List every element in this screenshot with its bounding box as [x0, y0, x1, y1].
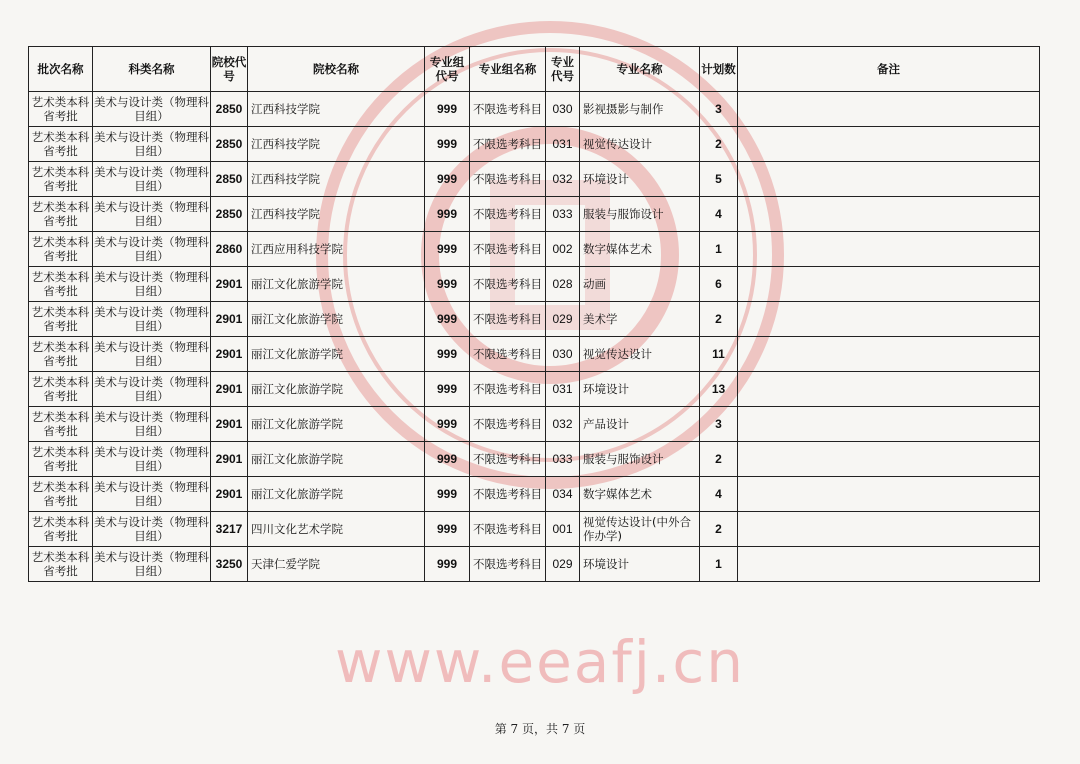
plan-cell: 3	[700, 407, 738, 442]
school-code-cell: 2901	[211, 407, 248, 442]
plan-cell: 4	[700, 477, 738, 512]
header-batch: 批次名称	[29, 47, 93, 92]
table-row	[29, 512, 1040, 547]
table-row	[29, 547, 1040, 582]
group-code-cell: 999	[425, 407, 470, 442]
note-cell	[738, 547, 1040, 582]
group-name-cell: 不限选考科目	[470, 267, 546, 302]
group-name-cell: 不限选考科目	[470, 92, 546, 127]
major-code-cell: 032	[546, 162, 580, 197]
group-name-cell: 不限选考科目	[470, 232, 546, 267]
table-row	[29, 267, 1040, 302]
major-code-cell: 031	[546, 127, 580, 162]
note-cell	[738, 442, 1040, 477]
major-code-cell: 029	[546, 302, 580, 337]
category-cell: 美术与设计类（物理科目组）	[93, 547, 211, 582]
major-name-cell: 美术学	[580, 302, 700, 337]
category-cell: 美术与设计类（物理科目组）	[93, 512, 211, 547]
batch-cell: 艺术类本科省考批	[29, 442, 93, 477]
school-code-cell: 2901	[211, 267, 248, 302]
group-name-cell: 不限选考科目	[470, 197, 546, 232]
plan-cell: 1	[700, 232, 738, 267]
table-row	[29, 337, 1040, 372]
school-name-cell: 丽江文化旅游学院	[248, 407, 425, 442]
major-name-cell: 动画	[580, 267, 700, 302]
header-group-code: 专业组代号	[425, 47, 470, 92]
header-category: 科类名称	[93, 47, 211, 92]
header-note: 备注	[738, 47, 1040, 92]
group-name-cell: 不限选考科目	[470, 512, 546, 547]
major-name-cell: 视觉传达设计	[580, 127, 700, 162]
group-code-cell: 999	[425, 442, 470, 477]
table-row	[29, 302, 1040, 337]
school-code-cell: 3250	[211, 547, 248, 582]
major-code-cell: 034	[546, 477, 580, 512]
plan-cell: 13	[700, 372, 738, 407]
batch-cell: 艺术类本科省考批	[29, 232, 93, 267]
group-name-cell: 不限选考科目	[470, 477, 546, 512]
school-name-cell: 江西科技学院	[248, 162, 425, 197]
batch-cell: 艺术类本科省考批	[29, 512, 93, 547]
school-code-cell: 2901	[211, 337, 248, 372]
category-cell: 美术与设计类（物理科目组）	[93, 372, 211, 407]
note-cell	[738, 162, 1040, 197]
category-cell: 美术与设计类（物理科目组）	[93, 127, 211, 162]
school-code-cell: 2901	[211, 477, 248, 512]
note-cell	[738, 407, 1040, 442]
batch-cell: 艺术类本科省考批	[29, 197, 93, 232]
major-code-cell: 030	[546, 337, 580, 372]
table-row	[29, 162, 1040, 197]
plan-cell: 5	[700, 162, 738, 197]
batch-cell: 艺术类本科省考批	[29, 372, 93, 407]
batch-cell: 艺术类本科省考批	[29, 337, 93, 372]
note-cell	[738, 92, 1040, 127]
major-name-cell: 视觉传达设计	[580, 337, 700, 372]
major-code-cell: 028	[546, 267, 580, 302]
major-code-cell: 033	[546, 442, 580, 477]
plan-cell: 11	[700, 337, 738, 372]
batch-cell: 艺术类本科省考批	[29, 92, 93, 127]
major-code-cell: 032	[546, 407, 580, 442]
school-name-cell: 丽江文化旅游学院	[248, 442, 425, 477]
plan-cell: 3	[700, 92, 738, 127]
table-row	[29, 127, 1040, 162]
group-name-cell: 不限选考科目	[470, 302, 546, 337]
major-name-cell: 视觉传达设计(中外合作办学)	[580, 512, 700, 547]
group-code-cell: 999	[425, 162, 470, 197]
note-cell	[738, 337, 1040, 372]
note-cell	[738, 512, 1040, 547]
batch-cell: 艺术类本科省考批	[29, 477, 93, 512]
group-code-cell: 999	[425, 372, 470, 407]
table-row	[29, 197, 1040, 232]
school-code-cell: 2850	[211, 127, 248, 162]
major-code-cell: 033	[546, 197, 580, 232]
category-cell: 美术与设计类（物理科目组）	[93, 267, 211, 302]
plan-cell: 4	[700, 197, 738, 232]
table-row	[29, 442, 1040, 477]
school-name-cell: 丽江文化旅游学院	[248, 337, 425, 372]
school-name-cell: 江西科技学院	[248, 92, 425, 127]
major-name-cell: 产品设计	[580, 407, 700, 442]
major-name-cell: 影视摄影与制作	[580, 92, 700, 127]
note-cell	[738, 127, 1040, 162]
major-code-cell: 001	[546, 512, 580, 547]
plan-cell: 1	[700, 547, 738, 582]
table-row	[29, 477, 1040, 512]
major-name-cell: 数字媒体艺术	[580, 232, 700, 267]
group-name-cell: 不限选考科目	[470, 547, 546, 582]
group-name-cell: 不限选考科目	[470, 442, 546, 477]
school-code-cell: 2901	[211, 302, 248, 337]
group-code-cell: 999	[425, 92, 470, 127]
category-cell: 美术与设计类（物理科目组）	[93, 197, 211, 232]
school-name-cell: 丽江文化旅游学院	[248, 477, 425, 512]
table-body	[29, 92, 1040, 582]
url-watermark: www.eeafj.cn	[335, 628, 745, 696]
group-code-cell: 999	[425, 197, 470, 232]
major-code-cell: 029	[546, 547, 580, 582]
note-cell	[738, 302, 1040, 337]
major-name-cell: 环境设计	[580, 547, 700, 582]
batch-cell: 艺术类本科省考批	[29, 547, 93, 582]
header-plan: 计划数	[700, 47, 738, 92]
category-cell: 美术与设计类（物理科目组）	[93, 92, 211, 127]
group-code-cell: 999	[425, 337, 470, 372]
school-code-cell: 2860	[211, 232, 248, 267]
batch-cell: 艺术类本科省考批	[29, 407, 93, 442]
plan-cell: 2	[700, 302, 738, 337]
school-code-cell: 2850	[211, 162, 248, 197]
group-name-cell: 不限选考科目	[470, 127, 546, 162]
note-cell	[738, 372, 1040, 407]
admission-plan-table	[28, 46, 1040, 582]
group-name-cell: 不限选考科目	[470, 337, 546, 372]
plan-cell: 2	[700, 442, 738, 477]
school-code-cell: 2850	[211, 197, 248, 232]
major-code-cell: 030	[546, 92, 580, 127]
group-code-cell: 999	[425, 477, 470, 512]
note-cell	[738, 197, 1040, 232]
batch-cell: 艺术类本科省考批	[29, 302, 93, 337]
group-code-cell: 999	[425, 127, 470, 162]
school-name-cell: 丽江文化旅游学院	[248, 267, 425, 302]
major-name-cell: 环境设计	[580, 162, 700, 197]
school-name-cell: 江西科技学院	[248, 197, 425, 232]
school-name-cell: 丽江文化旅游学院	[248, 372, 425, 407]
table-row	[29, 232, 1040, 267]
school-code-cell: 2901	[211, 372, 248, 407]
category-cell: 美术与设计类（物理科目组）	[93, 232, 211, 267]
school-name-cell: 江西科技学院	[248, 127, 425, 162]
batch-cell: 艺术类本科省考批	[29, 267, 93, 302]
page-footer: 第 7 页，共 7 页	[494, 722, 586, 736]
group-code-cell: 999	[425, 302, 470, 337]
plan-cell: 2	[700, 127, 738, 162]
major-name-cell: 数字媒体艺术	[580, 477, 700, 512]
category-cell: 美术与设计类（物理科目组）	[93, 337, 211, 372]
note-cell	[738, 232, 1040, 267]
category-cell: 美术与设计类（物理科目组）	[93, 162, 211, 197]
category-cell: 美术与设计类（物理科目组）	[93, 477, 211, 512]
header-school-code: 院校代号	[211, 47, 248, 92]
school-code-cell: 2901	[211, 442, 248, 477]
group-code-cell: 999	[425, 267, 470, 302]
header-group-name: 专业组名称	[470, 47, 546, 92]
group-code-cell: 999	[425, 547, 470, 582]
header-major-name: 专业名称	[580, 47, 700, 92]
group-name-cell: 不限选考科目	[470, 372, 546, 407]
school-code-cell: 3217	[211, 512, 248, 547]
header-major-code: 专业代号	[546, 47, 580, 92]
major-code-cell: 002	[546, 232, 580, 267]
group-code-cell: 999	[425, 232, 470, 267]
plan-cell: 6	[700, 267, 738, 302]
note-cell	[738, 267, 1040, 302]
school-name-cell: 丽江文化旅游学院	[248, 302, 425, 337]
school-name-cell: 四川文化艺术学院	[248, 512, 425, 547]
category-cell: 美术与设计类（物理科目组）	[93, 442, 211, 477]
batch-cell: 艺术类本科省考批	[29, 127, 93, 162]
table-header-row	[29, 47, 1040, 92]
major-name-cell: 服装与服饰设计	[580, 442, 700, 477]
batch-cell: 艺术类本科省考批	[29, 162, 93, 197]
group-name-cell: 不限选考科目	[470, 162, 546, 197]
major-name-cell: 服装与服饰设计	[580, 197, 700, 232]
header-school-name: 院校名称	[248, 47, 425, 92]
note-cell	[738, 477, 1040, 512]
table-row	[29, 92, 1040, 127]
category-cell: 美术与设计类（物理科目组）	[93, 407, 211, 442]
school-code-cell: 2850	[211, 92, 248, 127]
table-row	[29, 372, 1040, 407]
major-name-cell: 环境设计	[580, 372, 700, 407]
group-code-cell: 999	[425, 512, 470, 547]
major-code-cell: 031	[546, 372, 580, 407]
category-cell: 美术与设计类（物理科目组）	[93, 302, 211, 337]
school-name-cell: 江西应用科技学院	[248, 232, 425, 267]
table-row	[29, 407, 1040, 442]
school-name-cell: 天津仁爱学院	[248, 547, 425, 582]
plan-cell: 2	[700, 512, 738, 547]
group-name-cell: 不限选考科目	[470, 407, 546, 442]
